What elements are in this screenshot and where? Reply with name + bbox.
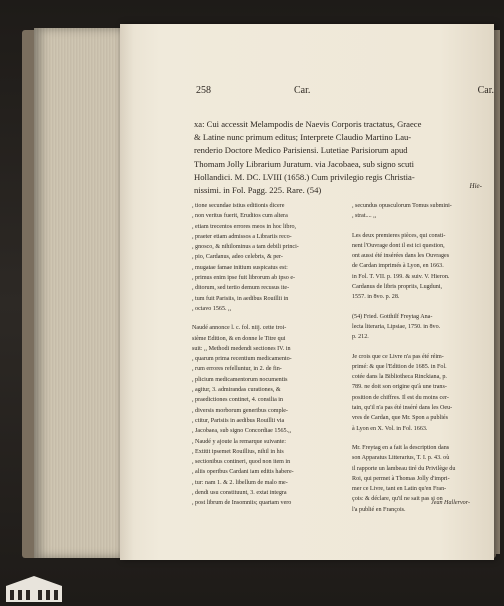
text-line: l'a publié en François. <box>352 506 406 513</box>
text-line: , Extitit ipsemet Rouillius, nihil in his <box>192 448 284 455</box>
right-paragraph <box>352 231 502 303</box>
left-column <box>192 201 338 518</box>
text-line: (54) Fried. Gotthilf Freytag Ana- <box>352 313 433 320</box>
text-line: 1557. in 8vo. p. 28. <box>352 294 400 301</box>
text-line: Mr. Freytag en a fait la description dans <box>352 444 450 451</box>
text-line: , pio, Cardanus, adeo celebris, & per- <box>192 254 283 261</box>
text-line: , ctitur, Parisiis in aedibus Rouillii via <box>192 417 285 424</box>
text-line: Les deux premieres pièces, qui consti- <box>352 232 446 239</box>
text-line: , gnosco, & nihilominus a tam debili princi- <box>192 244 299 251</box>
text-line: , diversis morborum generibus comple- <box>192 407 288 414</box>
text-line: vres de Cardan, que Mr. Spon a publiés <box>352 415 448 422</box>
library-building-icon <box>4 574 64 604</box>
text-line: çois: & déclare, qu'il ne sait pas si on <box>352 496 443 503</box>
text-line: , mugatae famae initium suspicatus est: <box>192 264 288 271</box>
text-line: , ditorum, sed tertio demum recusus ite- <box>192 285 290 292</box>
running-head-center: Car. <box>294 85 311 96</box>
text-line: , post librum de Insomniis; quartam vero <box>192 500 292 507</box>
text-line: 789. ne doit son origine qu'à une trans- <box>352 384 447 391</box>
text-line: son Apparatus Litterarius, T. I. p. 43. où <box>352 455 450 462</box>
text-line: , rum errores refelluntur, in 2. de fin- <box>192 366 282 373</box>
main-entry-line: & Latine nunc primum editus; Interprete Claudio Martino Lau- <box>194 132 412 143</box>
text-line: , tione secundae istius editionis dicere <box>192 203 285 209</box>
text-line: , secundus opusculorum Tomus submini- <box>352 203 452 209</box>
text-line: lecta literaria, Lipsiae, 1750. in 8vo. <box>352 323 441 330</box>
text-line: ont aussi été insérées dans les Ouvrages <box>352 253 450 260</box>
text-line: , octavo 1565. ,, <box>192 305 232 312</box>
text-line: , plicium medicamentorum nocumentis <box>192 376 288 383</box>
text-line: Cardanus de libris propriis, Lugduni, <box>352 284 443 291</box>
text-line: de Cardan imprimés à Lyon, en 1663. <box>352 263 444 270</box>
text-line: mer ce Livre, tant en Latin qu'en Fran- <box>352 486 447 493</box>
catchword-bottom: Jean Hallervor- <box>431 500 470 506</box>
right-paragraph <box>352 201 502 222</box>
text-line: primé: & que l'Edition de 1685. in Fol. <box>352 363 447 370</box>
text-line: , non veritus fuerit, Eruditos cum altera <box>192 213 288 220</box>
text-line: tain, qu'il n'a pas été inséré dans les Oeu- <box>352 405 453 412</box>
text-line: , sectionibus contineri, quod non item in <box>192 459 291 466</box>
text-line: p. 212. <box>352 334 369 341</box>
text-line: , tum fuit Parisiis, in aedibus Rouillii in <box>192 295 289 302</box>
text-line: , etiam trecentos errores meos in hoc libro, <box>192 223 297 230</box>
right-column <box>352 201 502 524</box>
text-line: , strat.... ,, <box>352 213 377 220</box>
book-page <box>120 24 494 560</box>
text-line: , Naudé y ajoute la remarque suivante: <box>192 438 286 445</box>
text-line: il rapporte un lambeau tiré du Privilège du <box>352 465 456 472</box>
main-entry-line: xa: Cui accessit Melampodis de Naevis Corporis tractatus, Graece <box>194 119 422 129</box>
text-line: , primus enim ipse fuit librorum ab ipso e- <box>192 275 296 282</box>
right-paragraph <box>352 312 502 343</box>
text-line: , tur: nam 1. & 2. libellum de malo me- <box>192 479 288 486</box>
running-head-right: Car. <box>477 85 494 96</box>
text-line: in Fol. T. VII. p. 199. & suiv. V. Hieron. <box>352 273 450 280</box>
main-entry-line: Thomam Jolly Librarium Juratum. via Jacobaea, sub signo scuti <box>194 158 415 169</box>
text-line: , praedictiones continet, 4. consilia in <box>192 397 284 404</box>
text-line: nent l'Ouvrage dont il est ici question, <box>352 242 445 249</box>
text-line: position de chiffres. Il est du moins cer- <box>352 394 449 401</box>
text-line: à Lyon en X. Vol. in Fol. 1663. <box>352 425 428 432</box>
page-number: 258 <box>196 85 211 96</box>
text-line: , agitur, 3. admirandas curationes, & <box>192 387 281 394</box>
text-line: sième Edition, & en donne le Titre qui <box>192 335 286 342</box>
main-entry-line: nissimi. in Fol. Pagg. 225. Rare. (54) <box>194 185 322 196</box>
text-line: Naudé annonce l. c. fol. niij. cette troi- <box>192 325 287 332</box>
text-line: , dendi usu constituunt, 3. extat integra <box>192 490 287 497</box>
text-line: , praeter etiam admissos a Librariis reco- <box>192 233 292 240</box>
text-line: suit: ,, Methodi medendi sectiones IV. in <box>192 345 291 352</box>
page-edges <box>34 28 120 558</box>
left-paragraph <box>192 323 338 508</box>
right-paragraph <box>352 352 502 434</box>
left-paragraph <box>192 201 338 314</box>
main-entry-line: Hollandici. M. DC. LVIII (1658.) Cum privilegio regis Christia- <box>194 171 415 182</box>
main-entry-line: renderio Doctore Medico Parisiensi. Lutetiae Parisiorum apud <box>194 145 408 156</box>
right-paragraph <box>352 443 502 515</box>
catchword-hie: Hie- <box>469 182 482 190</box>
text-line: cotée dans la Bibliotheca Rinckiana, p. <box>352 374 447 381</box>
text-line: , aliis operibus Cardani iam editis habere- <box>192 469 294 476</box>
text-line: , quarum prima recentium medicamento- <box>192 356 292 363</box>
main-entry <box>194 118 504 197</box>
text-line: Roi, qui permet à Thomas Jolly d'impri- <box>352 475 450 482</box>
running-head <box>196 85 502 99</box>
text-line: , Jacobaea, sub signo Concordiae 1565.,, <box>192 428 292 435</box>
text-line: Je crois que ce Livre n'a pas été réim- <box>352 353 444 360</box>
